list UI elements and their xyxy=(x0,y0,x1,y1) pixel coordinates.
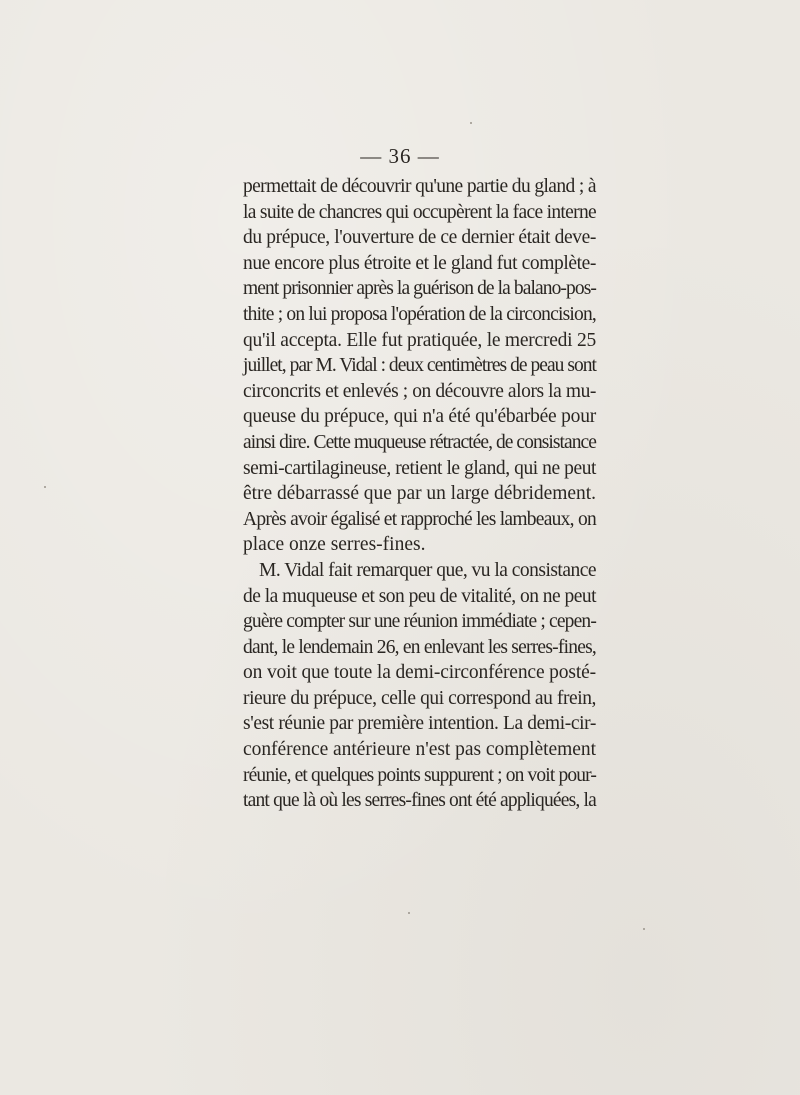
text-line: qu'il accepta. Elle fut pratiquée, le mercredi 25 xyxy=(243,329,596,351)
text-line: nue encore plus étroite et le gland fut complète- xyxy=(243,252,596,274)
text-line: permettait de découvrir qu'une partie du gland ; à xyxy=(243,176,596,197)
text-line: circoncrits et enlevés ; on découvre alors la mu- xyxy=(243,380,596,402)
text-line: s'est réunie par première intention. La demi-cir- xyxy=(243,713,596,735)
text-line: être débarrassé que par un large débridement. xyxy=(243,483,597,505)
text-line: réunie, et quelques points suppurent ; on voit pour- xyxy=(243,764,596,786)
body-text xyxy=(243,174,596,814)
text-line: ment prisonnier après la guérison de la balano-pos- xyxy=(243,278,596,300)
text-line: Après avoir égalisé et rapproché les lambeaux, on xyxy=(243,508,596,530)
text-line: du prépuce, l'ouverture de ce dernier était deve- xyxy=(243,227,596,249)
text-line: place onze serres-fines. xyxy=(243,534,426,556)
text-line: juillet, par M. Vidal : deux centimètres de peau sont xyxy=(243,355,596,377)
text-line: on voit que toute la demi-circonférence posté- xyxy=(243,662,596,684)
text-line: queuse du prépuce, qui n'a été qu'ébarbée pour xyxy=(243,406,596,428)
paper-speck xyxy=(408,912,410,914)
text-line: thite ; on lui proposa l'opération de la circoncision, xyxy=(243,303,596,325)
text-line: M. Vidal fait remarquer que, vu la consistance xyxy=(259,559,596,581)
text-line: de la muqueuse et son peu de vitalité, on ne peut xyxy=(243,585,596,607)
text-line: conférence antérieure n'est pas complètement xyxy=(243,739,596,761)
paper-speck xyxy=(44,486,46,488)
text-line: guère compter sur une réunion immédiate ; cepen- xyxy=(243,611,597,633)
text-line: semi-cartilagineuse, retient le gland, qui ne peut xyxy=(243,457,596,479)
text-line: ainsi dire. Cette muqueuse rétractée, de consistance xyxy=(243,431,596,453)
text-line: dant, le lendemain 26, en enlevant les serres-fines, xyxy=(243,636,597,658)
paper-speck xyxy=(470,122,472,124)
text-line: rieure du prépuce, celle qui correspond au frein, xyxy=(243,687,596,709)
paper-speck xyxy=(643,928,645,930)
text-line: la suite de chancres qui occupèrent la face interne xyxy=(243,201,597,223)
text-line: tant que là où les serres-fines ont été appliquées, la xyxy=(243,790,596,812)
page-number: — 36 — xyxy=(360,144,440,168)
